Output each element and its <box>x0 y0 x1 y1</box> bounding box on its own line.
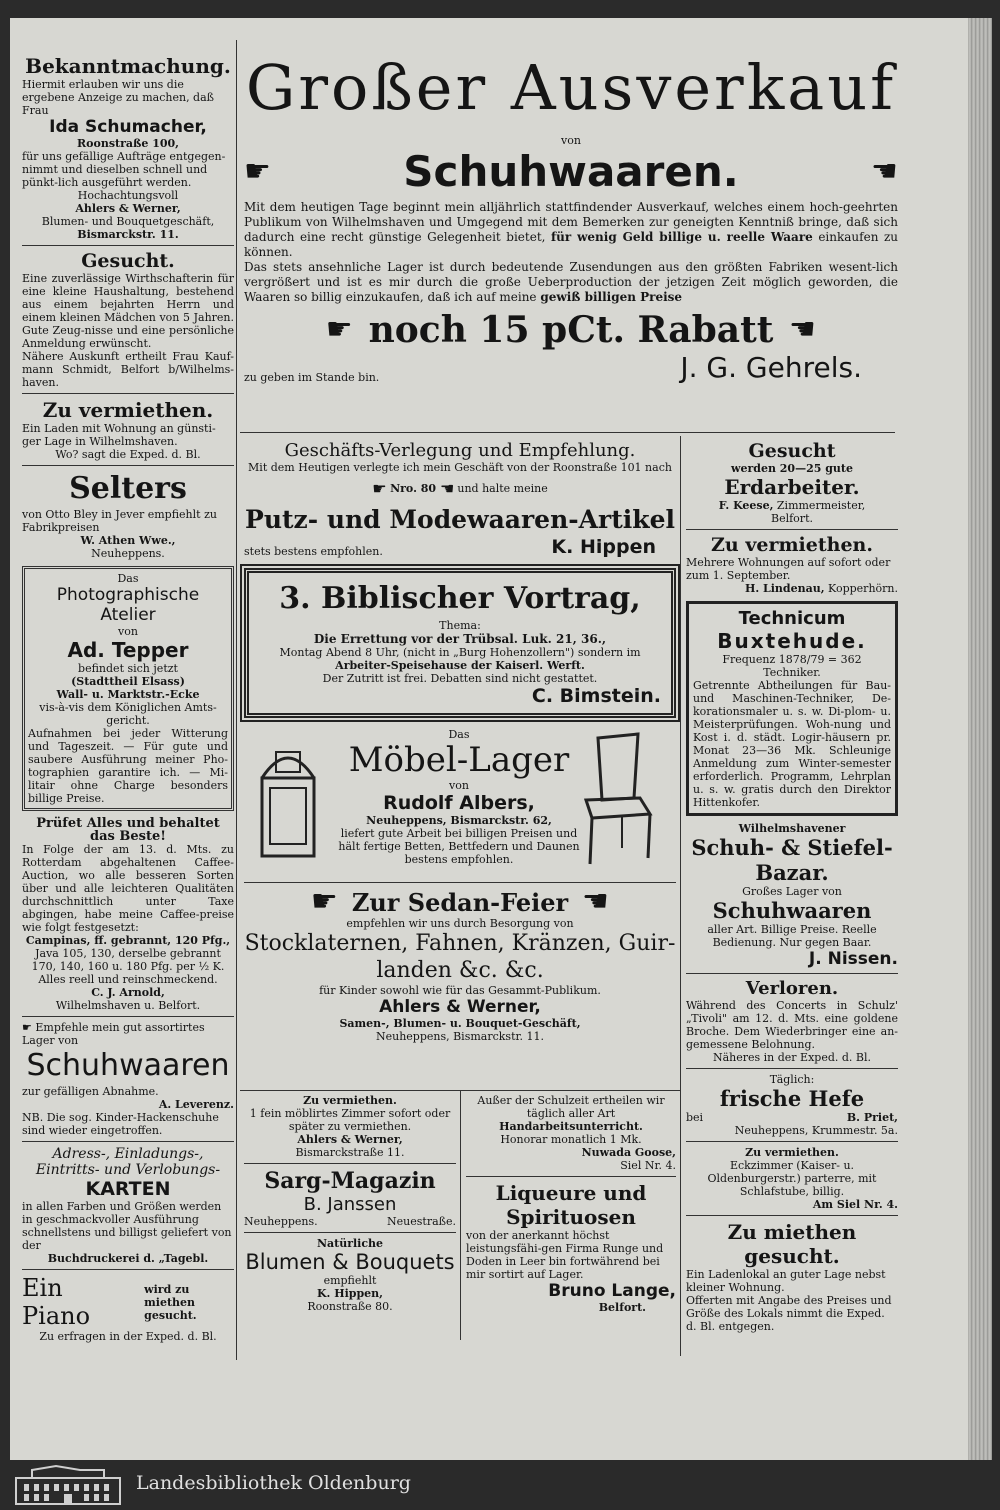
bekannt-firm: Ahlers & Werner, <box>75 202 181 215</box>
top-p2: Das stets ansehnliche Lager ist durch bedeutende Zusendungen aus den größten Fabriken wesent-lich vergrößert und ist es mir durch die große Ueberproduction der jetzigen Zeit möglich geworden, die Waaren so billig einzukaufen, daß ich auf meine gewiß billigen Preise <box>244 260 898 304</box>
divider <box>686 973 898 974</box>
footer-bar <box>0 1460 1000 1510</box>
ges-big: Erdarbeiter. <box>724 475 860 499</box>
verl2-title: Verloren. <box>745 978 839 999</box>
rzv-title: Zu vermiethen. <box>711 534 873 556</box>
divider <box>22 465 234 466</box>
middle-column <box>244 440 676 1043</box>
hand-pointer-icon: ☛ <box>871 153 898 189</box>
pruefet-title: Prüfet Alles und behaltet das Beste! <box>36 816 220 844</box>
pruefet-l3: 170, 140, 160 u. 180 Pfg. per ½ K. <box>31 960 225 973</box>
sedan-big1: Stocklaternen, Fahnen, Kränzen, Guir- <box>244 931 676 956</box>
photo-text2: Aufnahmen bei jeder Witterung und Tageszeit. — Für gute und saubere Ausführung meiner Pho-tographien garantire ich. — Mi-litair ohne Charge besonders billige Preise. <box>28 727 228 805</box>
tech-frame <box>686 601 898 816</box>
karten-firm: Buchdruckerei d. „Tagebl. <box>47 1252 209 1265</box>
divider <box>686 529 898 530</box>
verm-text2: Wo? sagt die Exped. d. Bl. <box>55 448 201 461</box>
liq-place: Belfort. <box>598 1301 646 1314</box>
hand-t1: Außer der Schulzeit ertheilen wir <box>477 1094 665 1107</box>
schuh-name: A. Leverenz. <box>158 1098 234 1111</box>
divider <box>686 1215 898 1216</box>
ausverkauf-title: Großer Ausverkauf <box>245 51 897 124</box>
cabinet-icon <box>252 738 324 858</box>
verl-sig-row <box>244 536 676 558</box>
sedan-t1: empfehlen wir uns durch Besorgung von <box>346 917 574 930</box>
top-sig: J. G. Gehrels. <box>680 351 862 384</box>
verl-title: Geschäfts-Verlegung und Empfehlung. <box>284 440 636 461</box>
column-rule <box>680 436 681 1356</box>
top-von: von <box>561 134 581 147</box>
vortrag-sig: C. Bimstein. <box>531 685 661 707</box>
sarg-l: Neuheppens. <box>244 1215 318 1228</box>
chair-icon <box>576 728 656 868</box>
verl-t3: stets bestens empfohlen. <box>244 545 383 558</box>
liq-title1: Liqueure und <box>495 1181 647 1205</box>
sedan-title: Zur Sedan-Feier <box>351 887 569 917</box>
tech-t: Getrennte Abtheilungen für Bau- und Maschinen-Techniker, De-korationsmaler u. s. w. Di-plom- u. Meisterprüfungen. Woh-nung und Kost i. d. städt. Logir-häusern pr. Monat 23—36 Mk. Schleunige Anmeldung zum Winter-semester erforderlich. Programm, Lehrplan u. s. w. gratis durch den Direktor Hittenkofer. <box>693 679 891 809</box>
hand-pointer-icon: ☛ <box>789 312 817 347</box>
hand-pointer-icon: ☛ <box>310 884 338 919</box>
section-rule <box>240 432 895 433</box>
blumen-name: K. Hippen, <box>317 1287 383 1300</box>
pruefet-place: Wilhelmshaven u. Belfort. <box>55 999 201 1012</box>
bekannt-greeting: Hochachtungsvoll <box>77 189 179 202</box>
moebel-addr: Neuheppens, Bismarckstr. 62, <box>366 814 552 827</box>
divider <box>22 1269 234 1270</box>
piano-head <box>22 1274 234 1330</box>
vortrag-thema: Thema: <box>439 619 481 632</box>
hand-pointer-icon: ☛ <box>22 1021 36 1034</box>
zv2-t: Eckzimmer (Kaiser- u. Oldenburgerstr.) parterre, mit Schlafstube, billig. <box>707 1159 877 1198</box>
pruefet-name: C. J. Arnold, <box>91 986 165 999</box>
photo-name: Ad. Tepper <box>67 638 189 662</box>
bekannt-text2: für uns gefällige Aufträge entgegen-nimmt und dieselben schnell und pünkt-lich ausgeführt werden. <box>22 150 226 189</box>
ges-place: Belfort. <box>771 512 813 525</box>
rzv-t: Mehrere Wohnungen auf sofort oder zum 1. September. <box>686 556 891 582</box>
vortrag-t2: Montag Abend 8 Uhr, (nicht in „Burg Hohenzollern") sondern im <box>279 646 641 659</box>
moebel-title: Möbel-Lager <box>348 740 570 780</box>
sarg-row <box>244 1215 456 1228</box>
piano-right: wird zu miethen gesucht. <box>144 1282 197 1322</box>
top-sig-row <box>244 351 898 384</box>
verl-big: Putz- und Modewaaren-Artikel <box>245 505 675 534</box>
pruefet-l2: Java 105, 130, derselbe gebrannt <box>35 947 221 960</box>
sedan-t2: für Kinder sowohl wie für das Gesammt-Publikum. <box>319 984 601 997</box>
hand-t3: Honorar monatlich 1 Mk. <box>500 1133 642 1146</box>
zv2-addr: Am Siel Nr. 4. <box>812 1198 898 1211</box>
divider <box>22 393 234 394</box>
bekannt-text: Hiermit erlauben wir uns die ergebene Anzeige zu machen, daß Frau <box>22 78 215 117</box>
gesucht-text: Eine zuverlässige Wirthschafterin für eine kleine Haushaltung, bestehend aus einem bejahrten Herrn und einem kleinen Mädchen von 5 Jahren. Gute Zeug-nisse und eine persönliche Anmeldung erwünscht. <box>22 272 234 350</box>
pruefet-l1: Campinas, ff. gebrannt, 120 Pfg., <box>25 934 231 947</box>
pruefet-text: In Folge der am 13. d. Mts. zu Rotterdam abgehaltenen Caffee-Auction, wo alle besseren Sorten über und alle leichteren Qualitäten durchschnittlich unter Taxe abgingen, habe meine Caffee-preise wie folgt festgesetzt: <box>22 843 234 934</box>
verl-t1: Mit dem Heutigen verlegte ich mein Geschäft von der Roonstraße 101 nach <box>248 461 672 474</box>
divider <box>244 1232 456 1233</box>
library-name: Landesbibliothek Oldenburg <box>136 1472 411 1494</box>
blumen-title: Blumen & Bouquets <box>245 1250 455 1274</box>
verl-row: ☛ Nro. 80 ☛ und halte meine <box>244 474 676 504</box>
top-sub-row <box>244 147 898 196</box>
divider <box>240 1090 680 1091</box>
liq-title2: Spirituosen <box>506 1205 636 1229</box>
zv-name: Ahlers & Werner, <box>297 1133 403 1146</box>
divider <box>466 1176 676 1177</box>
hefe-row: bei B. Priet, <box>686 1111 898 1124</box>
zv-addr: Bismarckstraße 11. <box>295 1146 405 1159</box>
divider <box>22 245 234 246</box>
schuh-text2: zur gefälligen Abnahme. <box>22 1085 159 1098</box>
hand-pointer-icon: ☛ <box>325 312 353 347</box>
top-zu: zu geben im Stande bin. <box>244 371 380 384</box>
bazar-t: aller Art. Billige Preise. Reelle Bedienung. Nur gegen Baar. <box>707 923 877 949</box>
top-ad <box>244 42 898 384</box>
rabatt-row <box>244 309 898 351</box>
tech-t2: Buxtehude. <box>717 629 867 653</box>
vortrag-frame <box>244 568 676 718</box>
bekannt-addr: Bismarckstr. 11. <box>77 228 179 241</box>
divider <box>686 1141 898 1142</box>
middle-bottom-right <box>466 1094 676 1314</box>
liq-name: Bruno Lange, <box>548 1281 676 1301</box>
bazar-t1: Schuh- & Stiefel- <box>691 835 893 860</box>
photo-von: von <box>118 625 138 638</box>
gesucht-title: Gesucht. <box>81 250 175 272</box>
column-rule <box>460 1090 461 1340</box>
hand-name: Nuwada Goose, <box>581 1146 676 1159</box>
divider <box>22 1141 234 1142</box>
column-rule <box>236 40 237 1360</box>
piano-text: Zu erfragen in der Exped. d. Bl. <box>39 1330 217 1343</box>
hand-addr: Siel Nr. 4. <box>620 1159 676 1172</box>
karten-title: KARTEN <box>85 1178 171 1200</box>
gesucht-text2: Nähere Auskunft ertheilt Frau Kauf-mann Schmidt, Belfort b/Wilhelms-haven. <box>22 350 234 389</box>
hand-pointer-icon: ☛ <box>582 884 610 919</box>
moebel-ad <box>244 728 676 878</box>
sedan-firm: Samen-, Blumen- u. Bouquet-Geschäft, <box>339 1017 581 1030</box>
selters-title: Selters <box>69 471 187 506</box>
photo-ad <box>22 566 234 811</box>
photo-ecke: Wall- u. Marktstr.-Ecke <box>56 688 200 701</box>
moebel-text <box>334 728 584 866</box>
right-column <box>686 440 898 1333</box>
photo-das: Das <box>117 572 139 585</box>
hand-pointer-icon: ☛ <box>372 479 387 498</box>
left-column <box>22 54 234 1343</box>
photo-bef: befindet sich jetzt <box>78 662 178 675</box>
zv2-title: Zu vermiethen. <box>745 1146 839 1159</box>
rabatt-text: noch 15 pCt. Rabatt <box>368 309 774 351</box>
moebel-das: Das <box>448 728 470 741</box>
verl2-t2: Näheres in der Exped. d. Bl. <box>712 1051 872 1064</box>
sarg-name: B. Janssen <box>303 1194 397 1215</box>
karten-l1: Adress-, Einladungs-, <box>52 1146 204 1162</box>
vortrag-t3: Arbeiter-Speisehause der Kaiserl. Werft. <box>335 659 585 672</box>
zv-title: Zu vermiethen. <box>303 1094 397 1107</box>
verm-title: Zu vermiethen. <box>42 398 214 422</box>
hand-b: Handarbeitsunterricht. <box>499 1120 643 1133</box>
middle-bottom-left <box>244 1094 456 1313</box>
hefe-title: frische Hefe <box>719 1086 865 1111</box>
divider <box>22 1016 234 1017</box>
photo-title: Photographische Atelier <box>56 585 200 625</box>
bekannt-title: Bekanntmachung. <box>25 54 231 78</box>
blumen-emp: empfiehlt <box>323 1274 377 1287</box>
tech-t3: Frequenz 1878/79 = 362 Techniker. <box>722 653 862 679</box>
blumen-nat: Natürliche <box>316 1237 384 1250</box>
bekannt-street: Roonstraße 100, <box>77 137 179 150</box>
hand-pointer-icon: ☛ <box>439 479 454 498</box>
hand-pointer-icon: ☛ <box>244 153 271 189</box>
library-building-icon <box>12 1464 124 1506</box>
selters-text: von Otto Bley in Jever empfiehlt zu Fabrikpreisen <box>22 508 217 534</box>
liq-t: von der anerkannt höchst leistungsfähi-gen Firma Runge und Doden in Leer bin fortwährend bei mir sortirt auf Lager. <box>466 1229 664 1281</box>
pruefet-l4: Alles reell und reinschmeckend. <box>38 973 218 986</box>
sedan-name: Ahlers & Werner, <box>379 997 541 1017</box>
moebel-t: liefert gute Arbeit bei billigen Preisen und hält fertige Betten, Bettfedern und Daunen bestens empfohlen. <box>338 827 580 866</box>
bekannt-firm2: Blumen- und Bouquetgeschäft, <box>41 215 215 228</box>
bazar-t3: Schuhwaaren <box>712 898 872 923</box>
blumen-addr: Roonstraße 80. <box>307 1300 393 1313</box>
verl2-t: Während des Concerts in Schulz' „Tivoli" am 12. d. Mts. eine goldene Broche. Dem Wiederbringer eine an-gemessene Belohnung. <box>686 999 898 1051</box>
zmg-t2: Offerten mit Angabe des Preises und Größe des Lokals nimmt die Exped. d. Bl. entgegen. <box>686 1294 892 1333</box>
bazar-name: J. Nissen. <box>808 949 898 969</box>
hefe-addr: Neuheppens, Krummestr. 5a. <box>734 1124 898 1137</box>
page-edge <box>968 18 992 1460</box>
karten-text: in allen Farben und Größen werden in geschmackvoller Ausführung schnellstens und billigst geliefert von der <box>22 1200 232 1252</box>
verm-text: Ein Laden mit Wohnung an günsti-ger Lage in Wilhelmshaven. <box>22 422 216 448</box>
piano-title: Ein Piano <box>22 1274 91 1330</box>
bekannt-name: Ida Schumacher, <box>49 117 207 137</box>
verl-sig: K. Hippen <box>551 536 656 558</box>
sedan-addr: Neuheppens, Bismarckstr. 11. <box>375 1030 545 1043</box>
schuh-nb: NB. Die sog. Kinder-Hackenschuhe sind wieder eingetroffen. <box>22 1111 219 1137</box>
vortrag-t4: Der Zutritt ist frei. Debatten sind nicht gestattet. <box>322 672 598 685</box>
tech-t1: Technicum <box>738 608 846 629</box>
sedan-row <box>244 884 676 919</box>
divider <box>244 1163 456 1164</box>
photo-st: (Stadttheil Elsass) <box>71 675 185 688</box>
sarg-title: Sarg-Magazin <box>264 1168 436 1194</box>
moebel-von: von <box>449 779 469 792</box>
sarg-r: Neuestraße. <box>387 1215 456 1228</box>
divider <box>244 882 676 883</box>
vortrag-title: 3. Biblischer Vortrag, <box>279 581 641 616</box>
rzv-sig: H. Lindenau, Kopperhörn. <box>744 582 898 595</box>
selters-place: Neuheppens. <box>91 547 165 560</box>
hefe-t: Täglich: <box>769 1073 815 1086</box>
top-sub: Schuhwaaren. <box>403 147 739 196</box>
moebel-name: Rudolf Albers, <box>383 792 535 814</box>
top-p1: Mit dem heutigen Tage beginnt mein alljährlich stattfindender Ausverkauf, welches einem hoch-geehrten Publikum von Wilhelmshaven und Umgegend mit dem Bemerken zur geneigten Kenntniß bringe, daß sich dadurch eine recht günstige Gelegenheit bietet, für wenig Geld billige u. reelle Waare einkaufen zu können. <box>244 200 898 259</box>
bazar-t2: Bazar. <box>755 860 829 885</box>
hand-t2: täglich aller Art <box>526 1107 616 1120</box>
ges-title: Gesucht <box>748 440 836 462</box>
zmg-title: Zu miethen gesucht. <box>727 1220 857 1268</box>
sedan-big2: landen &c. &c. <box>376 958 544 983</box>
photo-text: vis-à-vis dem Königlichen Amts-gericht. <box>39 701 217 727</box>
vortrag-t1: Die Errettung vor der Trübsal. Luk. 21, 36., <box>313 632 607 646</box>
schuh-text: ☛ Empfehle mein gut assortirtes Lager von <box>22 1021 205 1047</box>
karten-l2: Eintritts- und Verlobungs- <box>35 1162 221 1178</box>
bazar-w: Wilhelmshavener <box>738 822 846 835</box>
zv-t: 1 fein möblirtes Zimmer sofort oder später zu vermiethen. <box>249 1107 451 1133</box>
ges-t: werden 20—25 gute <box>731 462 853 475</box>
schuh-title: Schuhwaaren <box>26 1048 230 1083</box>
bazar-g: Großes Lager von <box>742 885 842 898</box>
zmg-t: Ein Ladenlokal an guter Lage nebst kleiner Wohnung. <box>686 1268 886 1294</box>
selters-name: W. Athen Wwe., <box>80 534 176 547</box>
divider <box>686 1068 898 1069</box>
ges-name: F. Keese, Zimmermeister, <box>718 499 866 512</box>
